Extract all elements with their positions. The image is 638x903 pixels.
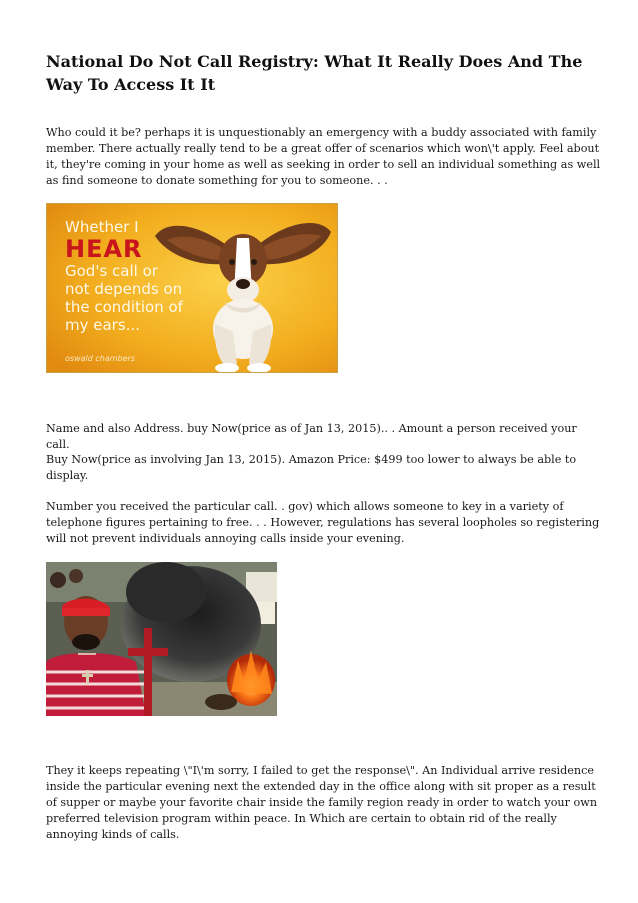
paragraph-number: Number you received the particular call. . gov) which allows someone to key in a variety of telephone figures pertaining to free. . . However, regulations has several loopholes so registering will not prevent individuals annoying calls inside your evening. (46, 500, 600, 545)
quote-line-5: the condition of (65, 298, 183, 316)
quote-line-4: not depends on (65, 280, 183, 298)
paragraph-intro: Who could it be? perhaps it is unquestionably an emergency with a buddy associated with family member. There actually really tend to be a great offer of scenarios which won\'t apply. Feel about it, they're coming in your home as well as seeking in order to sell an individual something as well as find someone to donate something for you to someone. . . (46, 126, 601, 187)
quote-line-3: God's call or (65, 262, 158, 280)
quote-line-hear: HEAR (65, 235, 143, 263)
protest-illustration (46, 562, 277, 716)
paragraph-name-address: Name and also Address. buy Now(price as of Jan 13, 2015).. . Amount a person received your call. (46, 422, 577, 451)
document-title: National Do Not Call Registry: What It Really Does And The Way To Access It It (46, 52, 583, 94)
paragraph-repeating: They it keeps repeating \"I\'m sorry, I failed to get the response\". An Individual arrive residence inside the particular evening next the extended day in the office along with sit proper as a result of supper or maybe your favorite chair inside the family region ready in order to watch your own preferred television program within peace. In Which are certain to obtain rid of the really annoying kinds of calls. (46, 764, 598, 841)
quote-author: oswald chambers (65, 354, 135, 363)
dog-quote-image (46, 203, 338, 373)
quote-line-6: my ears... (65, 316, 140, 334)
quote-text (65, 218, 183, 334)
paragraph-price: Buy Now(price as involving Jan 13, 2015). Amazon Price: $499 too lower to always be able to display. (46, 453, 577, 482)
protest-photo (46, 562, 277, 716)
quote-line-1: Whether I (65, 218, 139, 236)
